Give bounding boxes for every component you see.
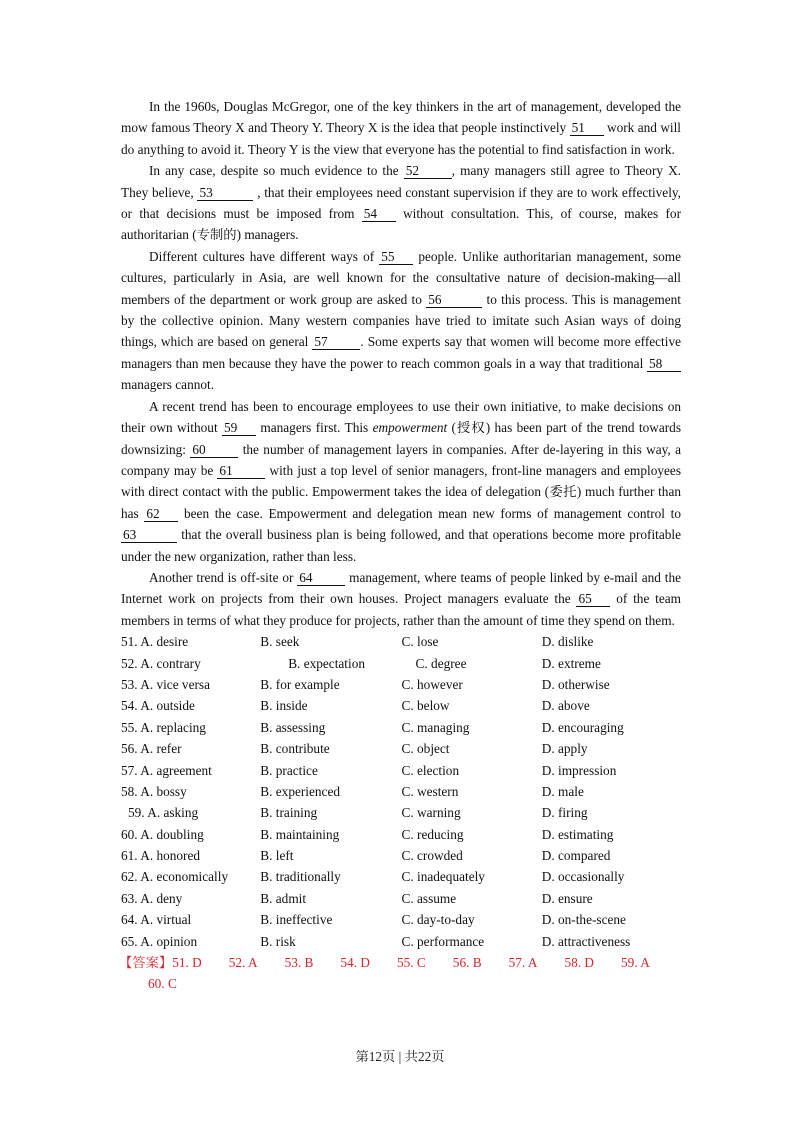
option-b: B. ineffective <box>260 912 333 928</box>
answer-item: 52. A <box>228 955 258 971</box>
option-b: B. practice <box>260 762 318 778</box>
option-row <box>121 866 681 887</box>
blank-52: 52 <box>404 163 452 179</box>
text-run: In the 1960s, Douglas McGregor, one of the key thinkers in the art of management, developed the mow famous Theory X and Theory Y. Theory X is the idea that people instinctively <box>121 99 681 136</box>
blank-53: 53 <box>197 185 253 201</box>
text-run: A recent trend has been to encourage employees to use their own initiative, to make decisions on their own without <box>121 398 681 436</box>
option-b: B. seek <box>260 634 300 650</box>
option-c: C. degree <box>415 655 467 671</box>
option-d: D. firing <box>541 805 588 821</box>
blank-58: 58 <box>647 356 681 372</box>
text-run: without consultation. This, of course, makes for authoritarian (专制的) managers. <box>121 206 681 243</box>
answer-key <box>119 952 681 973</box>
option-b: B. expectation <box>288 655 365 671</box>
text-run: work and will do anything to avoid it. Theory Y is the view that everyone has the potential to find satisfaction in work. <box>121 120 681 157</box>
option-c: C. performance <box>401 933 485 949</box>
answer-item: 56. B <box>452 955 482 971</box>
option-row <box>121 695 681 716</box>
text-run: managers first. This <box>256 420 373 436</box>
text-run: to this process. This is management by the collective opinion. Many western companies have tried to imitate such Asian ways of doing things, which are based on general <box>121 291 681 350</box>
italic-term: empowerment <box>372 420 448 436</box>
option-b: B. left <box>260 848 294 864</box>
option-c: C. inadequately <box>401 869 485 885</box>
text-run: of the team members in terms of what they produce for projects, rather than the amount of time they spend on them. <box>121 591 681 628</box>
option-d: D. occasionally <box>541 869 625 885</box>
answer-items <box>172 952 677 973</box>
option-row <box>121 653 681 674</box>
option-a: 55. A. replacing <box>121 719 206 735</box>
blank-60: 60 <box>190 442 238 458</box>
option-b: B. risk <box>260 933 296 949</box>
option-d: D. encouraging <box>541 719 624 735</box>
option-b: B. training <box>260 805 318 821</box>
text-run: (授权) has been part of the trend towards downsizing: <box>121 420 681 457</box>
option-c: C. object <box>401 741 450 757</box>
option-row <box>121 717 681 738</box>
options-list <box>121 631 681 952</box>
option-b: B. assessing <box>260 719 326 735</box>
blank-64: 64 <box>297 570 345 586</box>
blank-62: 62 <box>144 506 178 522</box>
paragraph <box>121 567 681 631</box>
option-a: 51. A. desire <box>121 634 189 650</box>
answer-item: 54. D <box>340 955 370 971</box>
option-d: D. above <box>541 698 590 714</box>
text-run: people. Unlike authoritarian management, some cultures, particularly in Asia, are well known for the consultative nature of decision-making—all members of the department or work group are asked to <box>121 248 681 307</box>
paragraph <box>121 96 681 160</box>
text-run: the number of management layers in companies. After de-layering in this way, a company may be <box>121 441 681 478</box>
blank-55: 55 <box>379 249 413 265</box>
answer-item: 51. D <box>172 955 202 971</box>
option-d: D. male <box>541 783 584 799</box>
option-a: 52. A. contrary <box>121 655 201 671</box>
text-run: In any case, despite so much evidence to the <box>149 163 404 179</box>
text-run: , many managers still agree to Theory X. They believe, <box>121 163 682 200</box>
option-b: B. contribute <box>260 741 330 757</box>
option-c: C. crowded <box>401 848 463 864</box>
text-run: with just a top level of senior managers, front-line managers and employees with direct contact with the public. Empowerment takes the idea of delegation (委托) much further than has <box>121 462 682 521</box>
option-a: 57. A. agreement <box>121 762 212 778</box>
blank-56: 56 <box>426 292 482 308</box>
answer-item: 57. A <box>508 955 538 971</box>
option-row <box>121 760 681 781</box>
blank-57: 57 <box>312 334 360 350</box>
option-d: D. apply <box>541 741 588 757</box>
option-d: D. on-the-scene <box>541 912 626 928</box>
answer-item: 55. C <box>396 955 426 971</box>
option-c: C. managing <box>401 719 470 735</box>
answer-item: 53. B <box>284 955 314 971</box>
option-d: D. estimating <box>541 826 614 842</box>
blank-59: 59 <box>222 420 256 436</box>
text-run: been the case. Empowerment and delegation mean new forms of management control to <box>178 505 681 521</box>
option-row <box>121 824 681 845</box>
option-a: 59. A. asking <box>128 805 199 821</box>
option-c: C. election <box>401 762 460 778</box>
option-c: C. warning <box>401 805 461 821</box>
option-b: B. inside <box>260 698 308 714</box>
option-c: C. below <box>401 698 450 714</box>
option-a: 65. A. opinion <box>121 933 198 949</box>
document-page <box>121 96 681 995</box>
option-c: C. assume <box>401 890 457 906</box>
option-a: 56. A. refer <box>121 741 182 757</box>
option-c: C. however <box>401 676 463 692</box>
blank-65: 65 <box>576 591 610 607</box>
option-row <box>121 845 681 866</box>
option-row <box>121 931 681 952</box>
text-run: management, where teams of people linked by e-mail and the Internet work on projects from their own houses. Project managers evaluate the <box>121 569 681 607</box>
option-b: B. experienced <box>260 783 340 799</box>
option-d: D. ensure <box>541 890 593 906</box>
option-c: C. western <box>401 783 459 799</box>
option-a: 53. A. vice versa <box>121 676 210 692</box>
option-row <box>121 738 681 759</box>
option-row <box>121 888 681 909</box>
option-d: D. impression <box>541 762 617 778</box>
option-row <box>121 631 681 652</box>
option-d: D. otherwise <box>541 676 610 692</box>
option-b: B. maintaining <box>260 826 340 842</box>
answer-item: 58. D <box>564 955 595 971</box>
answer-label: 【答案】 <box>119 955 173 971</box>
text-run: that the overall business plan is being followed, and that operations become more profitable under the new organization, rather than less. <box>121 527 681 564</box>
paragraph <box>121 160 681 246</box>
option-d: D. dislike <box>541 634 594 650</box>
option-a: 64. A. virtual <box>121 912 192 928</box>
paragraph <box>121 246 681 396</box>
option-c: C. reducing <box>401 826 464 842</box>
option-d: D. attractiveness <box>541 933 631 949</box>
option-b: B. admit <box>260 890 307 906</box>
text-run: , that their employees need constant supervision if they are to work effectively, or that decisions must be imposed from <box>121 184 681 222</box>
page-footer: 第12页 | 共22页 <box>355 1049 445 1064</box>
option-row <box>121 781 681 802</box>
paragraph <box>121 396 681 567</box>
option-b: B. for example <box>260 676 340 692</box>
blank-51: 51 <box>570 120 604 136</box>
option-row <box>121 802 681 823</box>
option-c: C. day-to-day <box>401 912 475 928</box>
option-b: B. traditionally <box>260 869 341 885</box>
answer-key-overflow: 60. C <box>148 976 177 992</box>
blank-63: 63 <box>121 527 177 543</box>
text-run: managers cannot. <box>121 377 215 393</box>
option-row <box>121 674 681 695</box>
answer-item: 59. A <box>621 955 650 971</box>
passage <box>121 96 681 631</box>
option-c: C. lose <box>401 634 439 650</box>
option-a: 60. A. doubling <box>121 826 204 842</box>
text-run: Another trend is off-site or <box>149 569 298 585</box>
text-run: Different cultures have different ways of <box>149 248 380 264</box>
option-a: 62. A. economically <box>121 869 229 885</box>
option-row <box>121 909 681 930</box>
option-a: 63. A. deny <box>121 890 183 906</box>
option-a: 58. A. bossy <box>121 783 187 799</box>
option-a: 54. A. outside <box>121 698 195 714</box>
option-a: 61. A. honored <box>121 848 201 864</box>
option-d: D. compared <box>541 848 611 864</box>
blank-61: 61 <box>217 463 265 479</box>
blank-54: 54 <box>362 206 396 222</box>
text-run: . Some experts say that women will become more effective managers than men because they have the power to reach common goals in a way that traditional <box>121 334 681 371</box>
option-d: D. extreme <box>541 655 601 671</box>
